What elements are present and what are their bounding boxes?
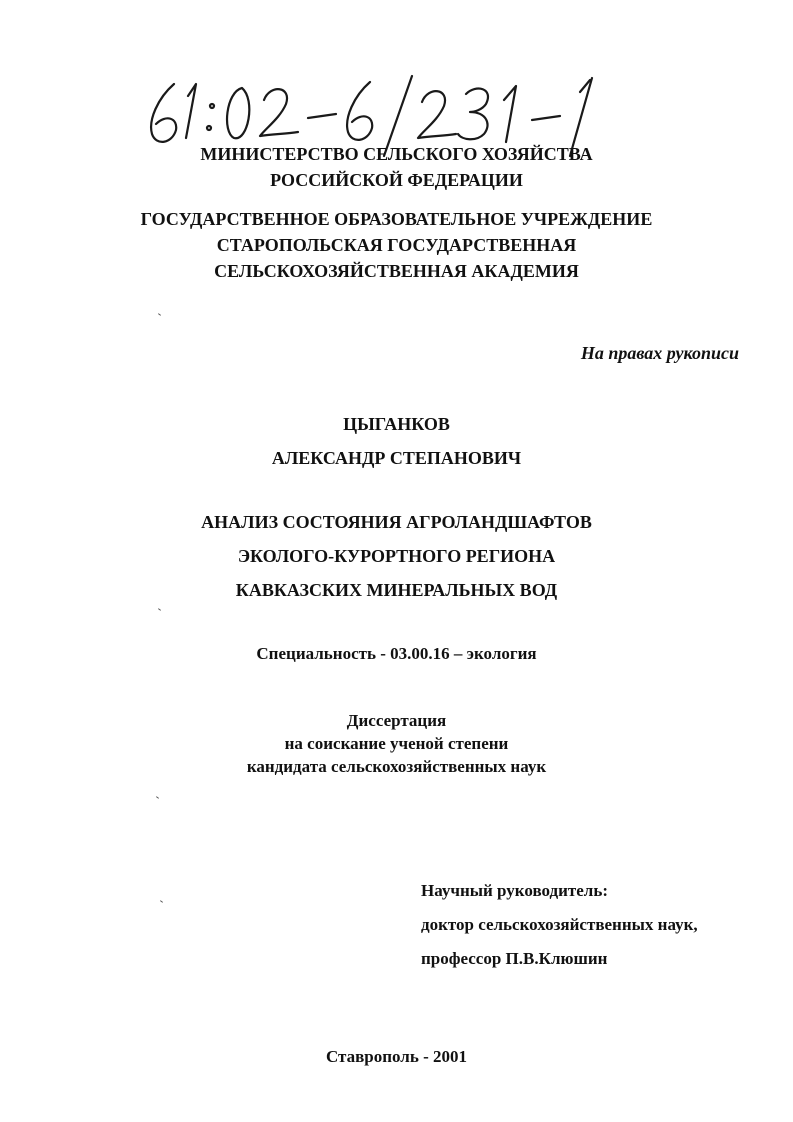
- dissertation-line-2: на соискание ученой степени: [284, 734, 509, 753]
- title-line-2: ЭКОЛОГО-КУРОРТНОГО РЕГИОНА: [237, 546, 556, 566]
- title-line-3: КАВКАЗСКИХ МИНЕРАЛЬНЫХ ВОД: [235, 580, 558, 600]
- dissertation-title: [0, 505, 793, 607]
- institution-line-3: СЕЛЬСКОХОЗЯЙСТВЕННАЯ АКАДЕМИЯ: [214, 261, 579, 281]
- title-line-1: АНАЛИЗ СОСТОЯНИЯ АГРОЛАНДШАФТОВ: [201, 512, 592, 532]
- supervisor-block: [421, 874, 698, 976]
- scan-speck: [156, 796, 159, 799]
- specialty-line: Специальность - 03.00.16 – экология: [256, 644, 537, 663]
- scan-speck: [158, 608, 161, 611]
- ministry-header: [0, 141, 793, 193]
- supervisor-label: Научный руководитель:: [421, 881, 608, 900]
- dissertation-line-3: кандидата сельскохозяйственных наук: [246, 757, 547, 776]
- supervisor-degree: доктор сельскохозяйственных наук,: [421, 915, 698, 934]
- ministry-line-1: МИНИСТЕРСТВО СЕЛЬСКОГО ХОЗЯЙСТВА: [200, 144, 593, 164]
- dissertation-note: [0, 709, 793, 778]
- rights-note: На правах рукописи: [580, 343, 739, 363]
- supervisor-name: профессор П.В.Клюшин: [421, 949, 608, 968]
- dissertation-line-1: Диссертация: [346, 711, 447, 730]
- scan-speck: [160, 900, 163, 903]
- scan-speck: [158, 313, 161, 316]
- institution-line-2: СТАРОПОЛЬСКАЯ ГОСУДАРСТВЕННАЯ: [216, 235, 577, 255]
- author-surname: ЦЫГАНКОВ: [343, 414, 450, 434]
- city-year: Ставрополь - 2001: [325, 1047, 467, 1066]
- author-name: АЛЕКСАНДР СТЕПАНОВИЧ: [271, 448, 522, 468]
- author-block: [0, 407, 793, 475]
- institution-header: [0, 206, 793, 284]
- institution-line-1: ГОСУДАРСТВЕННОЕ ОБРАЗОВАТЕЛЬНОЕ УЧРЕЖДЕНИЕ: [140, 209, 653, 229]
- ministry-line-2: РОССИЙСКОЙ ФЕДЕРАЦИИ: [270, 170, 523, 190]
